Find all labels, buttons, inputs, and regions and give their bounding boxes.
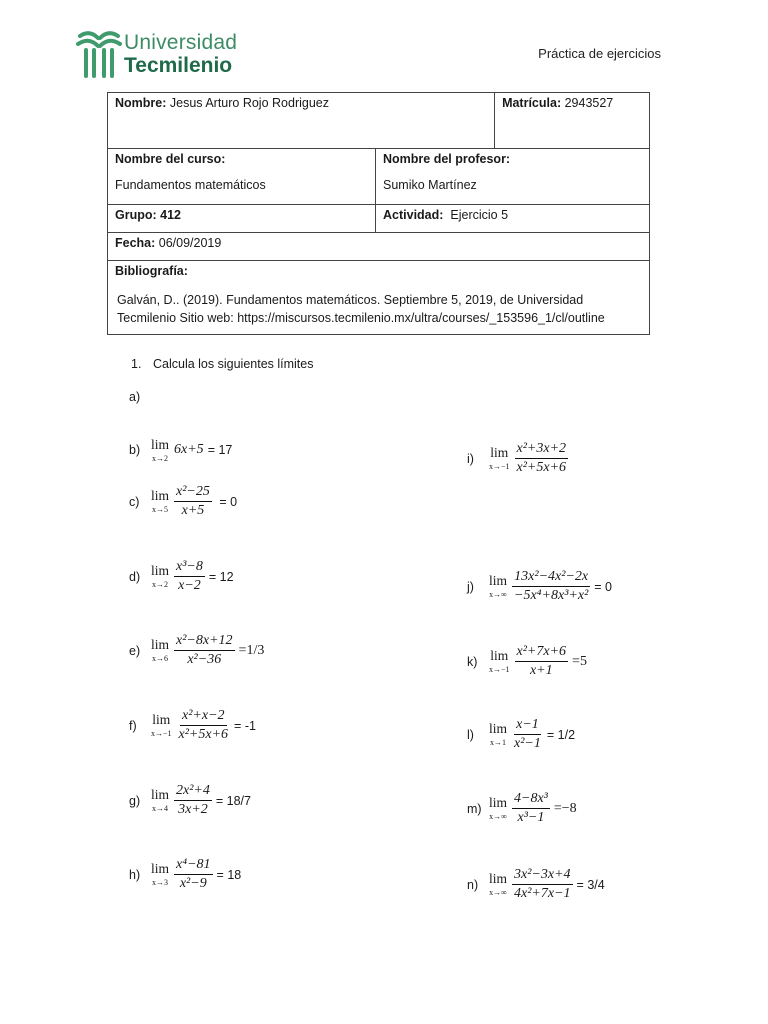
limit-result: = 18/7 <box>215 793 251 808</box>
exercise-item-c <box>129 484 237 519</box>
limit-fraction <box>174 559 205 594</box>
numerator: x³−8 <box>174 559 205 577</box>
denominator: x³−1 <box>517 810 545 826</box>
numerator: x²+3x+2 <box>515 441 569 459</box>
limit-result: = 17 <box>207 443 233 458</box>
curso-cell <box>108 149 376 205</box>
lim-word: lim <box>151 563 170 579</box>
item-label: f) <box>129 718 137 733</box>
lim-word: lim <box>151 437 170 452</box>
denominator: x²+5x+6 <box>178 727 229 743</box>
limit-fraction <box>512 569 590 604</box>
matricula-value: 2943527 <box>561 96 614 110</box>
lim-word: lim <box>151 787 170 803</box>
bibliografia-label: Bibliografía: <box>115 264 188 278</box>
grupo-label: Grupo: 412 <box>115 208 181 222</box>
matricula-label: Matrícula: <box>502 96 562 110</box>
exercise-instruction <box>131 357 314 371</box>
limit-operator <box>489 796 507 821</box>
exercise-item-i <box>467 441 572 476</box>
denominator: x²−36 <box>187 652 222 668</box>
limit-fraction <box>177 708 231 743</box>
bibliografia-line-2: Tecmilenio Sitio web: https://miscursos.tecmilenio.mx/ultra/courses/_153596_1/cl/outline <box>117 310 605 325</box>
denominator: x²−9 <box>179 876 207 892</box>
limit-operator <box>489 649 510 674</box>
grupo-cell <box>108 205 376 233</box>
lim-subscript: x→2 <box>152 579 168 589</box>
nombre-value: Jesus Arturo Rojo Rodriguez <box>166 96 329 110</box>
item-label: c) <box>129 494 140 509</box>
curso-value: Fundamentos matemáticos <box>115 178 266 192</box>
denominator: x²−1 <box>514 736 541 752</box>
numerator: x²−25 <box>174 484 212 502</box>
denominator: −5x⁴+8x³+x² <box>514 588 589 604</box>
logo-line-2: Tecmilenio <box>124 54 233 77</box>
bibliografia-text <box>115 292 642 327</box>
lim-word: lim <box>151 861 170 877</box>
limit-operator <box>151 862 169 887</box>
numerator: 3x²−3x+4 <box>512 867 573 885</box>
denominator: x+1 <box>529 663 553 679</box>
lim-subscript: x→∞ <box>489 811 507 821</box>
lim-subscript: x→2 <box>152 453 168 463</box>
item-label: n) <box>467 877 479 892</box>
limit-result: = 18 <box>216 867 242 882</box>
limit-operator <box>489 446 510 471</box>
limit-fraction <box>174 484 212 519</box>
limit-result: = 1/2 <box>546 727 576 742</box>
item-label: k) <box>467 654 478 669</box>
limit-result: =1/3 <box>238 642 265 658</box>
lim-subscript: x→−1 <box>489 461 510 471</box>
numerator: x²−8x+12 <box>174 633 235 651</box>
item-label: g) <box>129 793 141 808</box>
limit-result: =−8 <box>553 800 577 816</box>
lim-subscript: x→3 <box>152 877 168 887</box>
curso-label: Nombre del curso: <box>115 152 226 166</box>
university-logo <box>76 28 276 80</box>
limit-operator <box>151 438 169 463</box>
lim-word: lim <box>489 721 508 737</box>
exercise-item-f <box>129 708 256 743</box>
limit-result: =5 <box>572 653 587 669</box>
exercise-item-d <box>129 559 234 594</box>
item-label: h) <box>129 867 141 882</box>
fecha-cell <box>108 233 650 261</box>
lim-subscript: x→−1 <box>489 664 510 674</box>
limit-operator <box>151 638 169 663</box>
numerator: x²+7x+6 <box>515 644 569 662</box>
lim-word: lim <box>490 445 509 461</box>
exercise-item-g <box>129 783 251 818</box>
denominator: x²+5x+6 <box>516 460 567 476</box>
lim-subscript: x→6 <box>152 653 168 663</box>
nombre-label: Nombre: <box>115 96 167 110</box>
lim-subscript: x→∞ <box>489 589 507 599</box>
profesor-value: Sumiko Martínez <box>383 178 477 192</box>
exercise-item-j <box>467 569 612 604</box>
denominator: x+5 <box>181 503 205 519</box>
numerator: 13x²−4x²−2x <box>512 569 590 587</box>
document-type: Práctica de ejercicios <box>538 46 661 61</box>
limit-operator <box>489 722 507 747</box>
limit-operator <box>151 788 169 813</box>
limit-result: = -1 <box>234 718 256 733</box>
actividad-label: Actividad: <box>383 208 444 222</box>
exercise-item-m <box>467 791 577 826</box>
exercise-item-k <box>467 644 587 679</box>
item-label: i) <box>467 451 474 466</box>
limit-fraction <box>174 633 235 668</box>
exercise-item-e <box>129 633 264 668</box>
denominator: 3x+2 <box>178 802 208 818</box>
limit-fraction <box>515 441 569 476</box>
item-label: l) <box>467 727 474 742</box>
limit-fraction <box>512 867 573 902</box>
denominator: 4x²+7x−1 <box>514 886 571 902</box>
exercise-item-a <box>129 390 151 404</box>
item-label: j) <box>467 579 474 594</box>
limit-operator <box>489 574 507 599</box>
limit-result: = 0 <box>594 579 612 594</box>
limit-fraction <box>512 791 550 826</box>
limit-operator <box>489 872 507 897</box>
exercise-item-b <box>129 438 232 463</box>
bibliografia-cell <box>108 261 650 335</box>
limit-result: = 12 <box>208 569 234 584</box>
numerator: 4−8x³ <box>512 791 550 809</box>
limit-fraction <box>512 717 543 752</box>
lim-subscript: x→4 <box>152 803 168 813</box>
denominator: x−2 <box>178 578 201 594</box>
logo-line-1: Universidad <box>124 31 238 54</box>
student-info-table <box>107 92 650 335</box>
numerator: x−1 <box>514 717 541 735</box>
lim-word: lim <box>151 488 170 504</box>
lim-subscript: x→∞ <box>489 887 507 897</box>
limit-operator <box>151 489 169 514</box>
lim-subscript: x→−1 <box>151 728 172 738</box>
limit-result: = 0 <box>215 494 238 509</box>
lim-word: lim <box>490 648 509 664</box>
lim-word: lim <box>151 637 170 653</box>
logo-wordmark <box>124 32 237 76</box>
actividad-value: Ejercicio 5 <box>443 208 509 222</box>
item-label: d) <box>129 569 141 584</box>
bibliografia-line-1: Galván, D.. (2019). Fundamentos matemáticos. Septiembre 5, 2019, de Universidad <box>117 293 584 307</box>
item-label: a) <box>129 390 141 404</box>
limit-result: = 3/4 <box>576 877 605 892</box>
exercise-item-l <box>467 717 575 752</box>
tecmilenio-leaf-icon <box>76 28 122 78</box>
limit-operator <box>151 564 169 589</box>
actividad-cell <box>376 205 650 233</box>
numerator: x²+x−2 <box>180 708 227 726</box>
limit-fraction <box>515 644 569 679</box>
item-label: b) <box>129 443 141 458</box>
lim-word: lim <box>489 871 508 887</box>
numerator: x⁴−81 <box>174 857 213 875</box>
profesor-label: Nombre del profesor: <box>383 152 511 166</box>
item-label: e) <box>129 643 141 658</box>
matricula-cell <box>495 93 650 149</box>
exercise-number: 1. <box>131 357 142 371</box>
lim-word: lim <box>489 573 508 589</box>
exercise-item-h <box>129 857 241 892</box>
limit-fraction <box>174 783 212 818</box>
lim-word: lim <box>152 712 171 728</box>
profesor-cell <box>376 149 650 205</box>
fecha-label: Fecha: <box>115 236 156 250</box>
fecha-value: 06/09/2019 <box>155 236 222 250</box>
limit-expression: 6x+5 <box>174 442 204 458</box>
item-label: m) <box>467 801 482 816</box>
instruction-text: Calcula los siguientes límites <box>153 357 314 371</box>
lim-word: lim <box>489 795 508 811</box>
numerator: 2x²+4 <box>174 783 212 801</box>
limit-fraction <box>174 857 213 892</box>
exercise-item-n <box>467 867 605 902</box>
limit-operator <box>151 713 172 738</box>
nombre-cell <box>108 93 495 149</box>
lim-subscript: x→1 <box>490 737 506 747</box>
lim-subscript: x→5 <box>152 504 168 514</box>
